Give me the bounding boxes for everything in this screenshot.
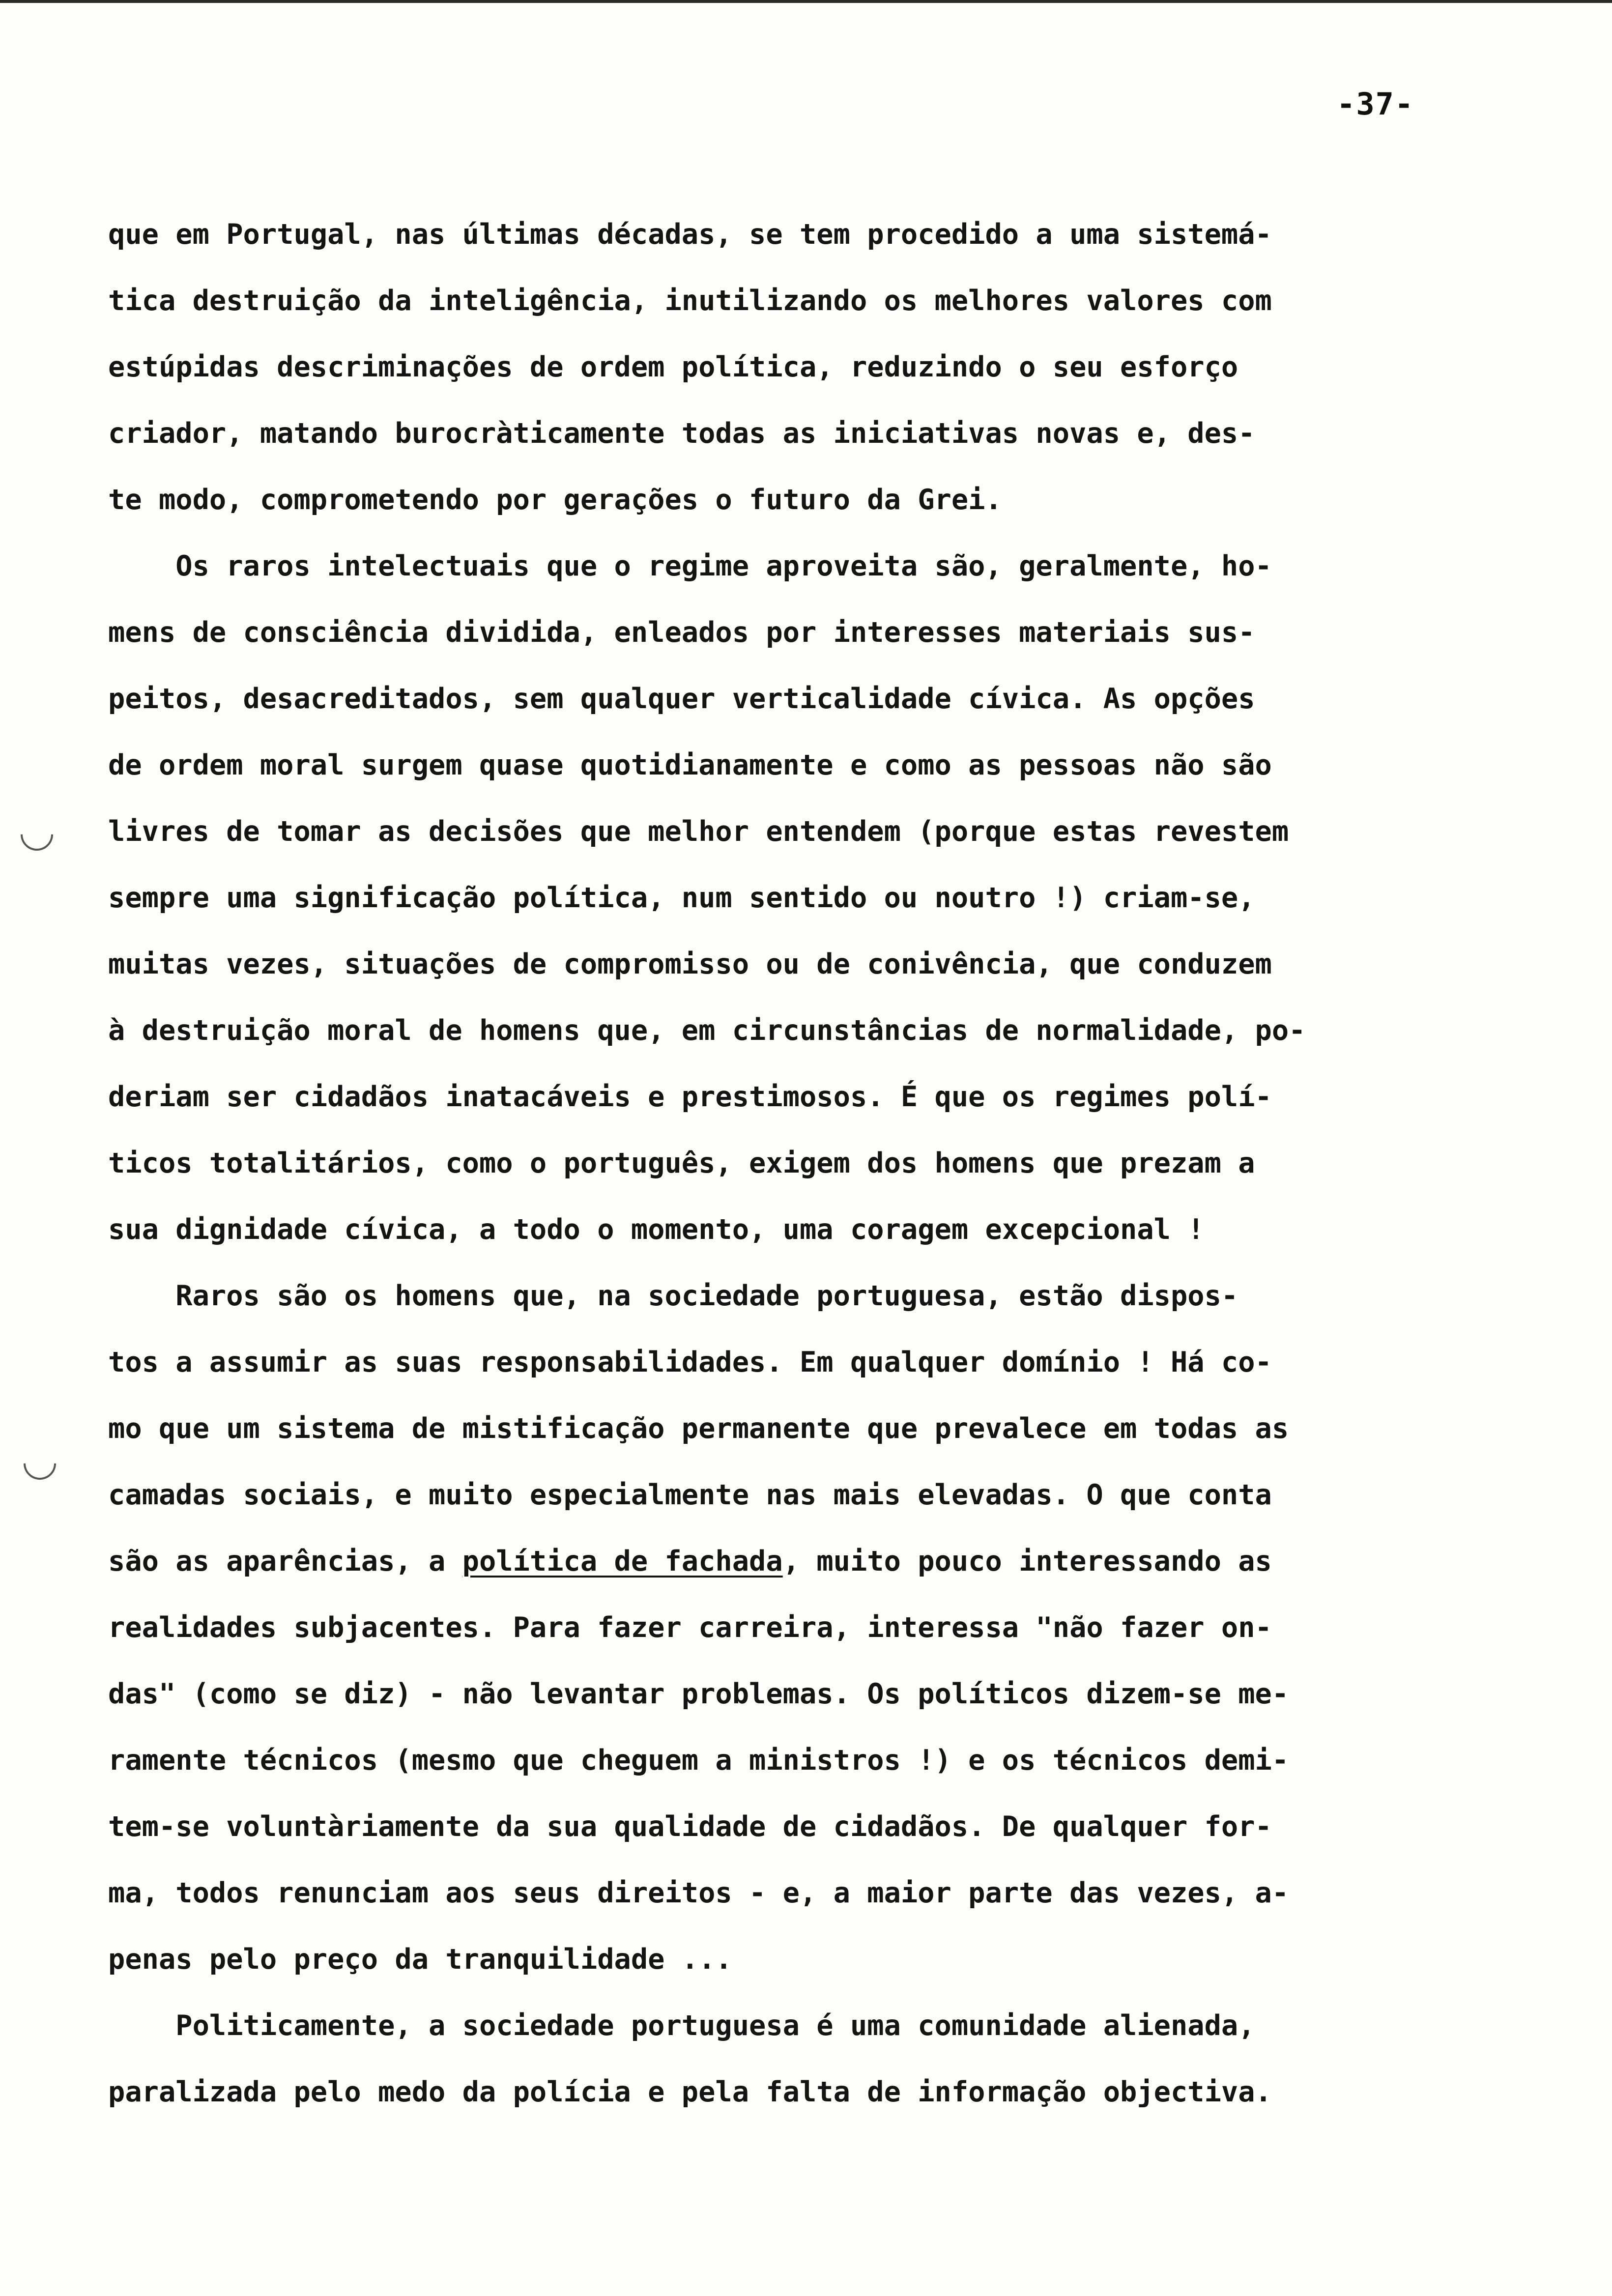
- text-line: mens de consciência dividida, enleados por interesses materiais sus-: [108, 616, 1255, 649]
- text-line: estúpidas descriminações de ordem política, reduzindo o seu esforço: [108, 351, 1238, 383]
- text-line: sempre uma significação política, num sentido ou noutro !) criam-se,: [108, 882, 1255, 914]
- page-top-edge: [0, 0, 1612, 3]
- text-line: de ordem moral surgem quase quotidianamente e como as pessoas não são: [108, 749, 1272, 781]
- text-line: tica destruição da inteligência, inutilizando os melhores valores com: [108, 285, 1272, 317]
- text-line: paralizada pelo medo da polícia e pela falta de informação objectiva.: [108, 2076, 1272, 2108]
- text-line: camadas sociais, e muito especialmente nas mais elevadas. O que conta: [108, 1479, 1272, 1511]
- underlined-phrase: política de fachada: [462, 1545, 783, 1578]
- text-line: te modo, comprometendo por gerações o futuro da Grei.: [108, 484, 1002, 516]
- text-line: mo que um sistema de mistificação permanente que prevalece em todas as: [108, 1412, 1289, 1445]
- text-line: ma, todos renunciam aos seus direitos - e, a maior parte das vezes, a-: [108, 1877, 1289, 1909]
- text-line: Politicamente, a sociedade portuguesa é uma comunidade alienada,: [108, 2009, 1255, 2042]
- text-line: tem-se voluntàriamente da sua qualidade de cidadãos. De qualquer for-: [108, 1810, 1272, 1843]
- text-line: tos a assumir as suas responsabilidades. Em qualquer domínio ! Há co-: [108, 1346, 1272, 1378]
- text-line: sua dignidade cívica, a todo o momento, uma coragem excepcional !: [108, 1213, 1205, 1246]
- text-line: realidades subjacentes. Para fazer carreira, interessa "não fazer on-: [108, 1611, 1272, 1644]
- text-line-with-underline: são as aparências, a política de fachada, muito pouco interessando as: [108, 1545, 1272, 1578]
- text-line: criador, matando burocràticamente todas as iniciativas novas e, des-: [108, 417, 1255, 450]
- text-line: ticos totalitários, como o português, exigem dos homens que prezam a: [108, 1147, 1255, 1179]
- text-line: peitos, desacreditados, sem qualquer verticalidade cívica. As opções: [108, 683, 1255, 715]
- punch-hole-mark: [17, 1440, 62, 1486]
- text-line: das" (como se diz) - não levantar problemas. Os políticos dizem-se me-: [108, 1678, 1289, 1710]
- text-line: que em Portugal, nas últimas décadas, se tem procedido a uma sistemá-: [108, 218, 1272, 251]
- text-line: penas pelo preço da tranquilidade ...: [108, 1943, 732, 1976]
- text-line: deriam ser cidadãos inatacáveis e prestimosos. É que os regimes polí-: [108, 1081, 1272, 1113]
- text-line: Os raros intelectuais que o regime aproveita são, geralmente, ho-: [108, 550, 1272, 582]
- page-number: -37-: [1337, 86, 1414, 122]
- text-line: muitas vezes, situações de compromisso ou de conivência, que conduzem: [108, 948, 1272, 980]
- punch-hole-mark: [14, 811, 59, 857]
- text-line: ramente técnicos (mesmo que cheguem a ministros !) e os técnicos demi-: [108, 1744, 1289, 1777]
- text-line: livres de tomar as decisões que melhor entendem (porque estas revestem: [108, 815, 1289, 848]
- text-line: à destruição moral de homens que, em circunstâncias de normalidade, po-: [108, 1014, 1306, 1047]
- typewritten-body: [108, 201, 1533, 2125]
- text-line: Raros são os homens que, na sociedade portuguesa, estão dispos-: [108, 1280, 1238, 1312]
